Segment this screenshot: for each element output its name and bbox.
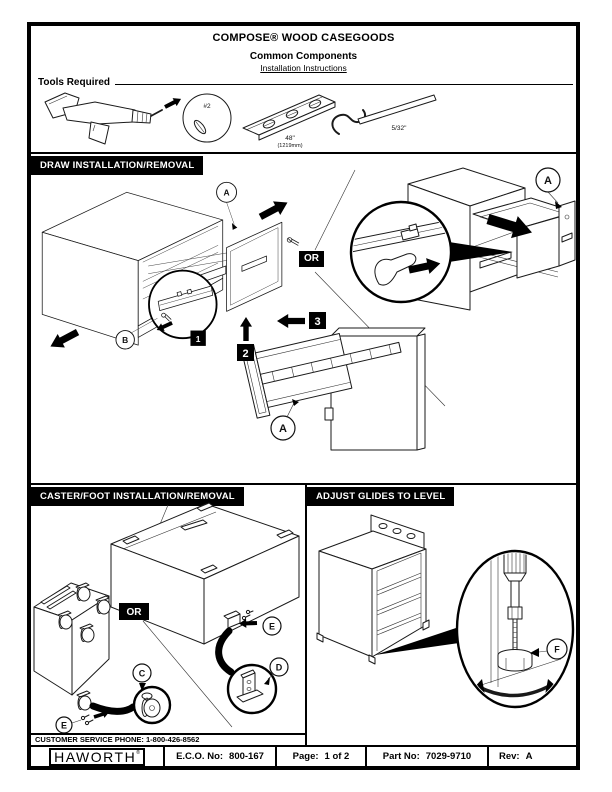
callout-f-label: F	[554, 644, 560, 655]
step-3-label: 3	[314, 316, 321, 328]
pull-out-arrow	[47, 325, 81, 353]
revision-cell	[487, 747, 576, 766]
bit-size-label: #2	[203, 103, 211, 110]
document-subtitle: Common Components	[249, 51, 358, 62]
document-title: COMPOSE® WOOD CASEGOODS	[212, 32, 395, 44]
caster-wheel	[80, 624, 94, 642]
caster-section	[31, 483, 307, 733]
rev-value: A	[525, 751, 533, 762]
caster-foot-illustration	[31, 499, 305, 735]
part-label: Part No:	[382, 751, 420, 762]
callout-d-label: D	[275, 662, 283, 673]
brand-logo-cell	[31, 747, 163, 766]
callout-a-label: A	[544, 175, 552, 187]
or-badge-caster-label: OR	[126, 607, 142, 618]
callout-a-label: A	[279, 423, 287, 435]
eco-label: E.C.O. No:	[176, 751, 224, 762]
caster-wheel	[58, 611, 72, 629]
caster-wheel	[77, 691, 91, 710]
lift-up-arrow	[240, 317, 252, 341]
drawer-release-illustration	[313, 162, 575, 312]
drawer-tilt-illustration	[231, 300, 446, 470]
tools-divider-line	[115, 84, 573, 85]
caster-wheel	[76, 583, 90, 601]
brand-logo	[49, 748, 145, 766]
page-number-cell	[275, 747, 365, 766]
page-value: 1 of 2	[324, 751, 350, 762]
detail-swoosh	[219, 631, 231, 672]
drawer-screw	[287, 238, 299, 246]
footer-bar	[31, 745, 576, 766]
glide-section-title: ADJUST GLIDES TO LEVEL	[307, 487, 454, 506]
release-detail-circle	[351, 202, 451, 302]
tools-required-label: Tools Required	[38, 77, 111, 88]
hex-key-size-label: 5/32"	[391, 125, 407, 132]
caster-section-title: CASTER/FOOT INSTALLATION/REMOVAL	[31, 487, 244, 506]
draw-section-title: DRAW INSTALLATION/REMOVAL	[31, 156, 203, 175]
caster-wheel	[96, 596, 110, 614]
eco-number-cell	[163, 747, 275, 766]
page-label: Page:	[292, 751, 319, 762]
straightedge-length-label: 48"	[285, 135, 295, 142]
rev-label: Rev:	[499, 751, 520, 762]
eco-value: 800-167	[229, 751, 264, 762]
callout-a-label: A	[223, 187, 230, 198]
callout-b-label: B	[122, 334, 129, 345]
document-type-label: Installation Instructions	[260, 63, 347, 73]
draw-section	[31, 152, 576, 483]
glide-adjust-illustration	[311, 507, 576, 743]
pull-out-arrow	[257, 196, 291, 224]
hex-key-icon	[332, 95, 436, 134]
slide-in-arrow	[277, 314, 305, 328]
straightedge-icon	[243, 95, 335, 149]
step-2-label: 2	[242, 348, 249, 360]
caster-screws	[81, 715, 93, 725]
page-frame	[27, 22, 580, 770]
driver-bit-detail	[183, 94, 231, 142]
callout-a-arrowhead	[232, 223, 237, 230]
tools-illustration	[37, 88, 467, 150]
step-1-label: 1	[195, 334, 201, 345]
or-badge-draw: OR	[299, 251, 324, 267]
glide-foot	[498, 650, 532, 672]
part-number-cell	[365, 747, 487, 766]
glide-section	[307, 483, 576, 745]
detail-swoosh	[93, 706, 133, 711]
part-value: 7029-9710	[425, 751, 472, 762]
drill-icon	[45, 93, 183, 144]
brand-name: HAWORTH	[54, 748, 137, 765]
callout-c-label: C	[138, 668, 146, 679]
registered-mark: ®	[136, 749, 140, 756]
callout-e-label: E	[268, 621, 276, 632]
straightedge-metric-label: (1219mm)	[277, 143, 303, 149]
customer-service-phone: CUSTOMER SERVICE PHONE: 1-800-426-8562	[31, 733, 307, 745]
callout-e-label: E	[60, 720, 68, 731]
